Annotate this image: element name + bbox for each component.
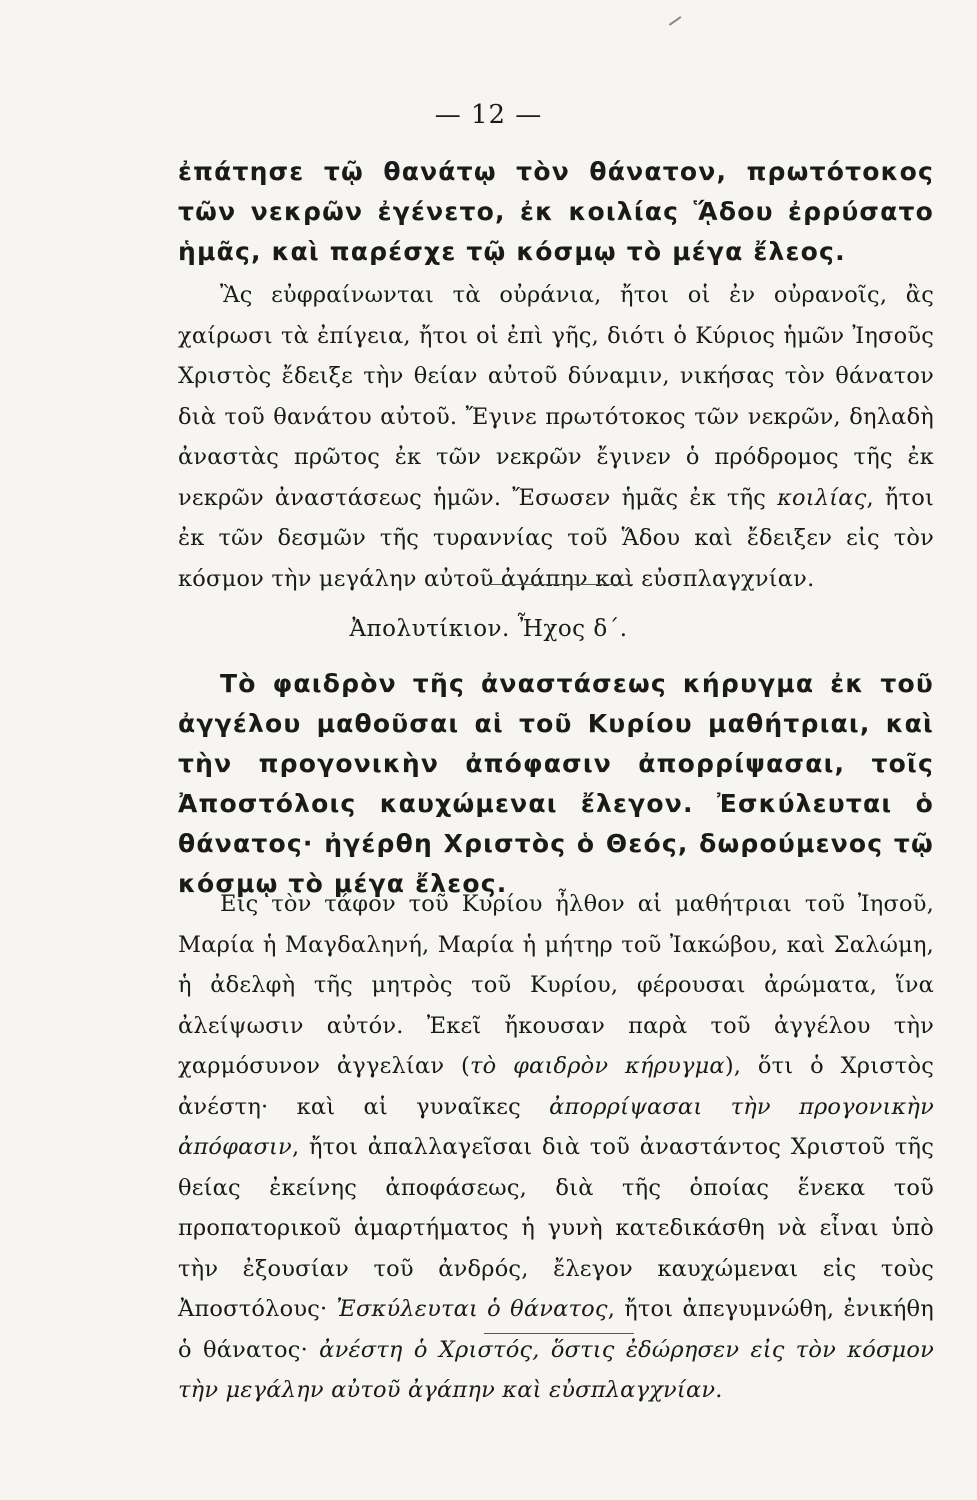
commentary-2-part-1: Εἰς τὸν τάφον τοῦ Κυρίου ἦλθον αἱ μαθήτριαι τοῦ Ἰησοῦ, Μαρία ἡ Μαγδαληνή, Μαρία ἡ μήτηρ τοῦ Ἰακώβου, καὶ Σαλώμη, ἡ ἀδελφὴ τῆς μητρὸς τοῦ Κυρίου, φέρουσαι ἀρώματα, ἵνα ἀλείψωσιν αὐτόν. Ἐκεῖ ἤκουσαν παρὰ τοῦ ἀγγέλου τὴν χαρμόσυνον ἀγγελίαν (	[178, 891, 934, 1079]
commentary-2-emphasis-4: ἀνέστη ὁ Χριστός, ὅστις ἐδώρησεν εἰς τὸν κόσμον τὴν μεγάλην αὐτοῦ ἀγάπην καὶ εὐσπλαγχνίαν.	[178, 1336, 934, 1403]
hymn-ending-text: ἐπάτησε τῷ θανάτῳ τὸν θάνατον, πρωτότοκος τῶν νεκρῶν ἐγένετο, ἐκ κοιλίας ᾍδου ἐρρύσατο ἡμᾶς, καὶ παρέσχε τῷ κόσμῳ τὸ μέγα ἔλεος.	[178, 157, 934, 266]
commentary-1-text-end: , ἤτοι ἐκ τῶν δεσμῶν τῆς τυραννίας τοῦ Ἅδου καὶ ἔδειξεν εἰς τὸν κόσμον τὴν μεγάλην αὐτοῦ ἀγάπην καὶ εὐσπλαγχνίαν.	[178, 484, 934, 592]
hymn-ending	[178, 152, 934, 272]
commentary-1-paragraph	[178, 275, 934, 599]
pencil-mark	[669, 16, 681, 25]
commentary-2-emphasis-2: ἀπορρίψασαι τὴν προγονικὴν ἀπόφασιν	[178, 1093, 934, 1160]
section-heading: Ἀπολυτίκιον. Ἦχος δ΄.	[349, 616, 628, 642]
page-number: — 12 —	[434, 100, 543, 130]
commentary-2-emphasis-1: τὸ φαιδρὸν κήρυγμα	[469, 1053, 725, 1079]
bottom-divider	[484, 1333, 634, 1334]
apolytikion-hymn	[178, 664, 934, 904]
commentary-2-emphasis-3: Ἐσκύλευται ὁ θάνατος	[336, 1296, 608, 1322]
section-divider	[487, 584, 633, 585]
commentary-2-paragraph	[178, 884, 934, 1411]
apolytikion-text: Τὸ φαιδρὸν τῆς ἀναστάσεως κήρυγμα ἐκ τοῦ ἀγγέλου μαθοῦσαι αἱ τοῦ Κυρίου μαθήτριαι, καὶ τὴν προγονικὴν ἀπόφασιν ἀπορρίψασαι, τοῖς Ἀποστόλοις καυχώμεναι ἔλεγον. Ἐσκύλευται ὁ θάνατος· ἠγέρθη Χριστὸς ὁ Θεός, δωρούμενος τῷ κόσμῳ τὸ μέγα ἔλεος.	[178, 669, 934, 898]
commentary-2	[178, 884, 934, 1411]
commentary-1-text: Ἂς εὐφραίνωνται τὰ οὐράνια, ἤτοι οἱ ἐν οὐρανοῖς, ἂς χαίρωσι τὰ ἐπίγεια, ἤτοι οἱ ἐπὶ γῆς, διότι ὁ Κύριος ἡμῶν Ἰησοῦς Χριστὸς ἔδειξε τὴν θείαν αὐτοῦ δύναμιν, νικήσας τὸν θάνατον διὰ τοῦ θανάτου αὐτοῦ. Ἔγινε πρωτότοκος τῶν νεκρῶν, δηλαδὴ ἀναστὰς πρῶτος ἐκ τῶν νεκρῶν ἔγινεν ὁ πρόδρομος τῆς ἐκ νεκρῶν ἀναστάσεως ἡμῶν. Ἔσωσεν ἡμᾶς ἐκ τῆς	[178, 282, 934, 511]
commentary-2-part-4: , ἤτοι ἀπεγυμνώθη, ἐνικήθη ὁ θάνατος·	[178, 1296, 934, 1363]
commentary-1-emphasis: κοιλίας	[777, 484, 867, 511]
commentary-2-part-3: , ἤτοι ἀπαλλαγεῖσαι διὰ τοῦ ἀναστάντος Χριστοῦ τῆς θείας ἐκείνης ἀποφάσεως, διὰ τῆς ὁποίας ἕνεκα τοῦ προπατορικοῦ ἁμαρτήματος ἡ γυνὴ κατεδικάσθη νὰ εἶναι ὑπὸ τὴν ἐξουσίαν τοῦ ἀνδρός, ἔλεγον καυχώμεναι εἰς τοὺς Ἀποστόλους·	[178, 1134, 934, 1322]
commentary-1	[178, 275, 934, 599]
commentary-2-part-2: ), ὅτι ὁ Χριστὸς ἀνέστη· καὶ αἱ γυναῖκες	[178, 1053, 934, 1120]
